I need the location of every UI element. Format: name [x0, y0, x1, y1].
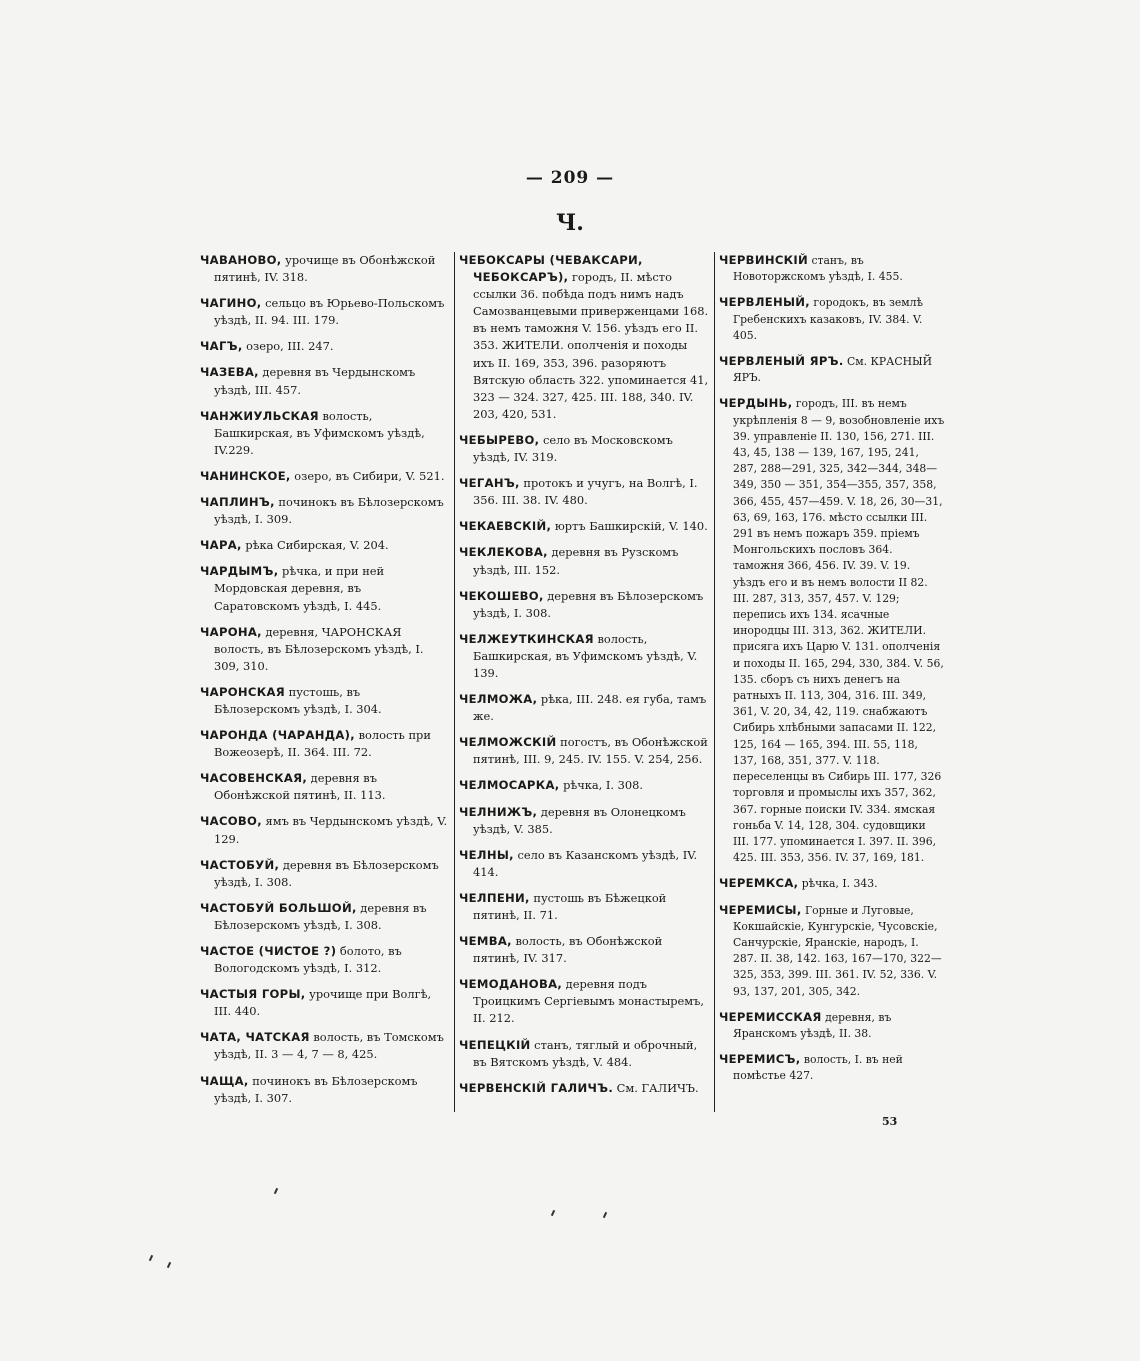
entry-text: деревня въ Обонѣжской пятинѣ, II. 113. [214, 771, 386, 803]
entry-text: озеро, III. 247. [242, 339, 334, 354]
dictionary-entry [459, 804, 709, 838]
entry-headword: ЧЕЛМОЖСКІЙ [459, 735, 557, 750]
dictionary-entry [200, 1073, 448, 1107]
entry-text: волость, въ Обонѣжской пятинѣ, IV. 317. [473, 934, 663, 966]
entry-headword: ЧЕПЕЦКІЙ [459, 1037, 531, 1052]
entry-headword: ЧАРОНСКАЯ [200, 684, 285, 699]
scan-speck [149, 1255, 153, 1261]
entry-headword: ЧАПЛИНЪ, [200, 495, 275, 510]
dictionary-entry [719, 395, 945, 866]
entry-headword: ЧАСОВО, [200, 814, 262, 829]
scan-speck [274, 1188, 278, 1194]
entry-headword: ЧЕРЕМИССКАЯ [719, 1009, 822, 1024]
entry-headword: ЧАРОНДА (ЧАРАНДА), [200, 728, 355, 743]
entry-headword: ЧАРОНА, [200, 624, 262, 639]
entry-headword: ЧЕЛМОЖА, [459, 692, 538, 707]
dictionary-entry [200, 338, 448, 355]
entry-headword: ЧАСТОЕ (ЧИСТОЕ ?) [200, 944, 337, 958]
dictionary-entry [459, 976, 709, 1027]
column-2 [459, 252, 709, 1122]
entry-headword: ЧЕРЕМИСЫ, [719, 902, 802, 917]
dictionary-entry [200, 537, 448, 554]
entry-text: рѣка, III. 248. ея губа, тамъ же. [473, 692, 707, 724]
entry-headword: ЧЕГАНЪ, [459, 476, 520, 491]
dictionary-entry [200, 900, 448, 934]
entry-text: урочище при Волгѣ, III. 440. [214, 987, 432, 1019]
entry-headword: ЧЕЛНЫ, [459, 847, 514, 862]
entry-headword: ЧЕКЛЕКОВА, [459, 545, 548, 560]
entry-text: озеро, въ Сибири, V. 521. [290, 468, 445, 483]
dictionary-entry [200, 727, 448, 761]
entry-text: станъ, тяглый и оброчный, въ Вятскомъ уѣздѣ, V. 484. [473, 1037, 698, 1069]
dictionary-entry [200, 494, 448, 528]
dictionary-entry [200, 684, 448, 718]
entry-headword: ЧЕМОДАНОВА, [459, 977, 563, 992]
dictionary-entry [459, 544, 709, 578]
entry-headword: ЧАГИНО, [200, 296, 262, 311]
entry-text: волость, въ Томскомъ уѣздѣ, II. 3 — 4, 7 — 8, 425. [214, 1030, 444, 1062]
entry-text: погостъ, въ Обонѣжской пятинѣ, III. 9, 245. IV. 155. V. 254, 256. [473, 735, 708, 767]
dictionary-entry [719, 353, 945, 386]
dictionary-entry [200, 408, 448, 459]
dictionary-entry [459, 1037, 709, 1071]
entry-text: См. КРАСНЫЙ ЯРЪ. [733, 355, 933, 385]
entry-text: рѣчка, и при ней Мордовская деревня, въ Саратовскомъ уѣздѣ, I. 445. [214, 564, 385, 613]
entry-text: рѣчка, I. 308. [559, 778, 644, 793]
entry-headword: ЧАГЪ, [200, 339, 243, 354]
entry-headword: ЧАНИНСКОЕ, [200, 468, 291, 483]
entry-text: волость, Башкирская, въ Уфимскомъ уѣздѣ, V. 139. [473, 631, 698, 680]
entry-headword: ЧЕРВЕНСКІЙ ГАЛИЧЪ. [459, 1080, 614, 1095]
printer-signature: 53 [882, 1115, 898, 1128]
entry-text: деревня въ Чердынскомъ уѣздѣ, III. 457. [214, 365, 416, 397]
entry-headword: ЧЕЛПЕНИ, [459, 890, 530, 905]
entry-headword: ЧЕРДЫНЬ, [719, 396, 793, 411]
dictionary-entry [719, 902, 945, 1000]
dictionary-entry [200, 813, 448, 847]
column-divider [714, 252, 715, 1112]
entry-text: юртъ Башкирскій, V. 140. [551, 519, 708, 534]
dictionary-entry [459, 777, 709, 794]
entry-text: деревня, ЧАРОНСКАЯ волость, въ Бѣлозерскомъ уѣздѣ, I. 309, 310. [214, 624, 424, 673]
column-1 [200, 252, 448, 1122]
entry-text: починокъ въ Бѣлозерскомъ уѣздѣ, I. 309. [214, 495, 444, 527]
entry-text: станъ, въ Новоторжскомъ уѣздѣ, I. 455. [733, 254, 903, 284]
entry-headword: ЧЕЛЖЕУТКИНСКАЯ [459, 631, 594, 646]
scan-speck [551, 1210, 555, 1216]
entry-headword: ЧЕРВИНСКІЙ [719, 253, 809, 267]
entry-text: починокъ въ Бѣлозерскомъ уѣздѣ, I. 307. [214, 1073, 418, 1105]
entry-text: городокъ, въ землѣ Гребенскихъ казаковъ, IV. 384. V. 405. [733, 296, 924, 342]
entry-text: протокъ и учугъ, на Волгѣ, I. 356. III. 38. IV. 480. [473, 476, 698, 508]
entry-text: рѣчка, I. 343. [798, 877, 878, 891]
entry-text: деревня, въ Яранскомъ уѣздѣ, II. 38. [733, 1010, 892, 1040]
entry-text: урочище въ Обонѣжской пятинѣ, IV. 318. [214, 253, 436, 285]
dictionary-entry [459, 691, 709, 725]
dictionary-entry [459, 1080, 709, 1097]
dictionary-entry [719, 1051, 945, 1084]
entry-headword: ЧАВАНОВО, [200, 253, 282, 267]
dictionary-entry [459, 432, 709, 466]
entry-headword: ЧЕБОКСАРЫ (ЧЕВАКСАРИ, ЧЕБОКСАРЪ), [459, 253, 643, 285]
dictionary-entry [200, 857, 448, 891]
entry-headword: ЧЕКАЕВСКІЙ, [459, 519, 552, 534]
entry-text: волость, Башкирская, въ Уфимскомъ уѣздѣ, IV.229. [214, 408, 425, 457]
dictionary-entry [200, 986, 448, 1020]
dictionary-entry [719, 1009, 945, 1042]
entry-headword: ЧЕЛНИЖЪ, [459, 804, 538, 819]
entry-headword: ЧЕРВЛЕНЫЙ ЯРЪ. [719, 354, 844, 369]
entry-headword: ЧЕКОШЕВО, [459, 588, 544, 603]
entry-text: село въ Казанскомъ уѣздѣ, IV. 414. [473, 847, 698, 879]
entry-headword: ЧАЗЕВА, [200, 365, 259, 380]
entry-text: рѣка Сибирская, V. 204. [241, 538, 389, 553]
entry-headword: ЧЕМВА, [459, 934, 512, 949]
entry-text: деревня подъ Троицкимъ Сергіевымъ монастыремъ, II. 212. [473, 977, 705, 1026]
entry-headword: ЧЕЛМОСАРКА, [459, 778, 560, 793]
dictionary-entry [200, 624, 448, 675]
scan-speck [167, 1262, 171, 1268]
scan-speck [603, 1212, 607, 1218]
entry-text: городъ, II. мѣсто ссылки 36. побѣда подъ нимъ надъ Самозванцевыми приверженцами 168. въ немъ таможня V. 156. уѣздъ его II. 353. ЖИТЕЛИ. ополченія и походы ихъ II. 169, 353, 396. разоряютъ Вятскую область 322. упоминается 41, 323 — 324. 327, 425. III. 188, 340. IV. 203, 420, 531. [473, 270, 709, 421]
entry-headword: ЧАРА, [200, 538, 242, 553]
entry-text: Горные и Луговые, Кокшайскіе, Кунгурскіе, Чусовскіе, Санчурскіе, Яранскіе, народъ, I. 287. II. 38, 142. 163, 167—170, 322—325, 353, 399. III. 361. IV. 52, 336. V. 93, 137, 201, 305, 342. [733, 903, 942, 998]
dictionary-entry [459, 890, 709, 924]
entry-text: деревня въ Бѣлозерскомъ уѣздѣ, I. 308. [214, 857, 439, 889]
entry-text: пустошь въ Бѣжецкой пятинѣ, II. 71. [473, 890, 667, 922]
entry-headword: ЧАСТЫЯ ГОРЫ, [200, 987, 306, 1002]
entry-text: сельцо въ Юрьево-Польскомъ уѣздѣ, II. 94. III. 179. [214, 296, 445, 328]
entry-text: болото, въ Вологодскомъ уѣздѣ, I. 312. [214, 944, 402, 976]
entry-headword: ЧАНЖИУЛЬСКАЯ [200, 408, 319, 423]
section-letter: Ч. [556, 210, 584, 236]
entry-headword: ЧЕРЕМИСЪ, [719, 1052, 801, 1067]
dictionary-entry [719, 875, 945, 892]
entry-text: волость при Вожеозерѣ, II. 364. III. 72. [214, 728, 431, 760]
dictionary-entry [459, 518, 709, 535]
entry-text: деревня въ Рузскомъ уѣздѣ, III. 152. [473, 545, 679, 577]
entry-headword: ЧАРДЫМЪ, [200, 564, 279, 579]
dictionary-entry [459, 631, 709, 682]
dictionary-entry [200, 563, 448, 614]
dictionary-entry [200, 295, 448, 329]
entry-text: деревня въ Олонецкомъ уѣздѣ, V. 385. [473, 804, 686, 836]
entry-text: ямъ въ Чердынскомъ уѣздѣ, V. 129. [214, 814, 448, 846]
dictionary-entry [200, 252, 448, 286]
dictionary-entry [200, 1029, 448, 1063]
entry-headword: ЧАСТОБУЙ БОЛЬШОЙ, [200, 900, 357, 915]
dictionary-entry [719, 294, 945, 344]
column-3 [719, 252, 945, 1112]
dictionary-entry [200, 364, 448, 398]
dictionary-entry [459, 933, 709, 967]
dictionary-entry [459, 734, 709, 768]
entry-headword: ЧЕБЫРЕВО, [459, 432, 540, 447]
dictionary-entry [459, 252, 709, 423]
entry-text: пустошь, въ Бѣлозерскомъ уѣздѣ, I. 304. [214, 684, 382, 716]
dictionary-entry [459, 475, 709, 509]
dictionary-entry [459, 847, 709, 881]
entry-headword: ЧЕРВЛЕНЫЙ, [719, 295, 810, 310]
entry-headword: ЧАЩА, [200, 1073, 249, 1088]
dictionary-entry [200, 468, 448, 485]
entry-text: См. ГАЛИЧЪ. [613, 1080, 699, 1095]
entry-text: деревня въ Бѣлозерскомъ уѣздѣ, I. 308. [473, 588, 704, 620]
entry-text: село въ Московскомъ уѣздѣ, IV. 319. [473, 432, 673, 465]
entry-headword: ЧАТА, ЧАТСКАЯ [200, 1030, 310, 1045]
entry-text: деревня въ Бѣлозерскомъ уѣздѣ, I. 308. [214, 900, 427, 932]
entry-text: городъ, III. въ немъ укрѣпленія 8 — 9, возобновленіе ихъ 39. управленіе II. 130, 156, 271. III. 43, 45, 138 — 139, 167, 195, 241, 287, 288—291, 325, 342—344, 348—349, 350 — 351, 354—355, 357, 358, 366, 455, 457—459. V. 18, 26, 30—31, 63, 69, 163, 176. мѣсто ссылки III. 291 въ немъ пожаръ 359. пріемъ Монгольскихъ пословъ 364. таможня 366, 456. IV. 39. V. 19. уѣздъ его и въ немъ волости II 82. III. 287, 313, 357, 457. V. 129; перепись ихъ 134. ясачные инородцы III. 313, 362. ЖИТЕЛИ. присяга ихъ Царю V. 131. ополченія и походы II. 165, 294, 330, 384. V. 56, 135. сборъ съ нихъ денегъ на ратныхъ II. 113, 304, 316. III. 349, 361, V. 20, 34, 42, 119. снабжаютъ Сибирь хлѣбными запасами II. 122, 125, 164 — 165, 394. III. 55, 118, 137, 168, 351, 377. V. 118. переселенцы въ Сибирь III. 177, 326 торговля и промыслы ихъ 357, 362, 367. горные поиски IV. 334. ямская гоньба V. 14, 128, 304. судовщики III. 177. упоминается I. 397. II. 396, 425. III. 353, 356. IV. 37, 169, 181. [733, 397, 945, 865]
page-number: — 209 — [525, 168, 615, 188]
column-divider [454, 252, 455, 1112]
entry-headword: ЧАСОВЕНСКАЯ, [200, 771, 308, 786]
dictionary-entry [459, 588, 709, 622]
dictionary-entry [200, 943, 448, 977]
entry-text: волость, I. въ ней помѣстье 427. [733, 1053, 903, 1083]
entry-headword: ЧАСТОБУЙ, [200, 857, 280, 872]
dictionary-entry [200, 770, 448, 804]
dictionary-entry [719, 252, 945, 285]
entry-headword: ЧЕРЕМКСА, [719, 876, 799, 891]
